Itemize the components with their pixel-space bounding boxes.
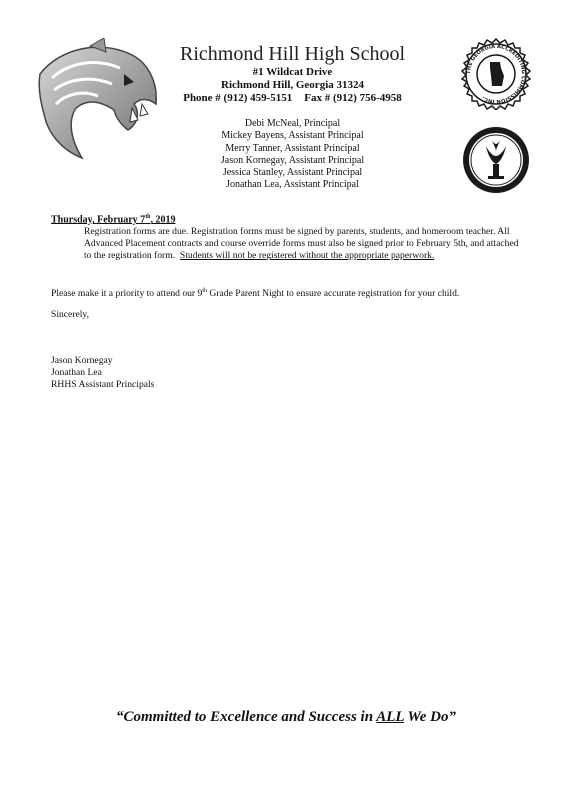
staff-item: Debi McNeal, Principal: [244, 118, 341, 129]
staff-item: Jason Kornegay, Assistant Principal: [220, 154, 365, 166]
date-text: Thursday, February 7: [51, 214, 146, 226]
accreditation-seal-icon: [460, 38, 532, 110]
date-year: , 2019: [150, 214, 176, 226]
motto-text: We Do”: [404, 709, 456, 725]
parent-night-paragraph: [51, 285, 521, 300]
contact-line: [160, 92, 425, 105]
motto-text: “Committed to Excellence and Success in: [115, 709, 377, 725]
letterhead: [160, 42, 425, 105]
letter-date: [51, 214, 176, 225]
signature-block: [51, 355, 154, 391]
paragraph-text: Grade Parent Night to ensure accurate registration for your child.: [207, 288, 460, 300]
fax-number: Fax # (912) 756-4958: [304, 92, 402, 104]
staff-item: Jessica Stanley, Assistant Principal: [222, 167, 363, 179]
torch-seal-icon: [462, 126, 530, 194]
school-name: Richmond Hill High School: [180, 43, 405, 65]
footer-motto: [0, 709, 572, 726]
motto-emphasis: ALL: [376, 709, 405, 725]
staff-list: [185, 118, 400, 192]
address-line-1: #1 Wildcat Drive: [252, 66, 333, 78]
closing: Sincerely,: [51, 309, 90, 320]
wildcat-logo: [30, 38, 162, 164]
grade-ordinal: th: [202, 288, 207, 294]
paragraph-text: Please make it a priority to attend our 9: [51, 288, 203, 300]
address-line-2: Richmond Hill, Georgia 31324: [221, 79, 364, 91]
staff-item: Merry Tanner, Assistant Principal: [225, 142, 360, 154]
signature-line: Jonathan Lea: [51, 367, 102, 378]
paragraph-text: Registration forms are due. Registration forms must be signed by parents, students, and homeroom teacher. All Advanced Placement contracts and course override forms must also be signed prior to February 5th, and attached to the registration form.: [84, 226, 519, 262]
seal-text: THE GEORGIA ACCREDITING COMMISSION INC.: [465, 43, 527, 105]
staff-item: Jonathan Lea, Assistant Principal: [226, 179, 359, 191]
date-ordinal: th: [145, 214, 151, 220]
paragraph-emphasis: Students will not be registered without the appropriate paperwork.: [179, 250, 435, 262]
registration-paragraph: [84, 226, 520, 263]
staff-item: Mickey Bayens, Assistant Principal: [221, 130, 364, 142]
signature-line: Jason Kornegay: [51, 355, 113, 366]
phone-number: Phone # (912) 459-5151: [183, 92, 293, 104]
signature-line: RHHS Assistant Principals: [51, 379, 155, 390]
